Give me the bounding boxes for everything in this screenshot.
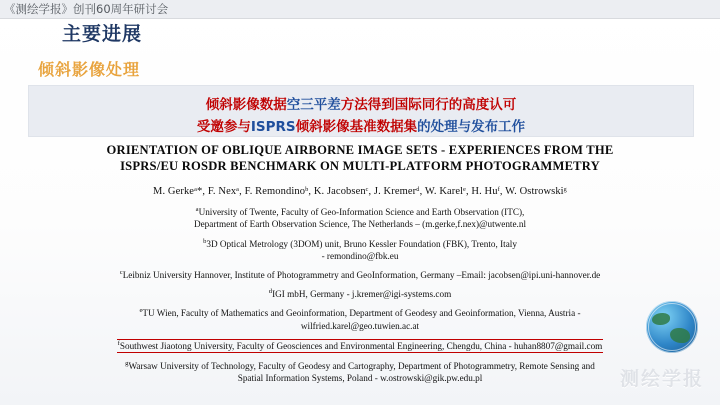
highlight-line-2 xyxy=(29,115,693,135)
affiliation-a-line-1: University of Twente, Faculty of Geo-Information Science and Earth Observation (ITC), xyxy=(198,207,525,218)
affiliation-d-line-1: IGI mbH, Germany - j.kremer@igi-systems.com xyxy=(272,289,452,300)
highlight-line1-part1: 倾斜影像数据 xyxy=(205,97,287,113)
affiliation-a-line-2: Department of Earth Observation Science, The Netherlands – (m.gerke,f.nex)@utwente.nl xyxy=(193,219,527,230)
highlight-line1-part3: 方法得到国际同行的高度认可 xyxy=(340,97,517,113)
affiliation-b-marker: b xyxy=(203,237,207,245)
highlight-line-1 xyxy=(29,93,693,113)
affiliation-f-line-1: Southwest Jiaotong University, Faculty of Geosciences and Environmental Engineering, Chengdu, China - huhan8807@gmail.com xyxy=(119,340,603,351)
paper-title-line-2: ISPRS/EU ROSDR BENCHMARK ON MULTI-PLATFORM PHOTOGRAMMETRY xyxy=(120,159,600,174)
affiliation-g xyxy=(0,360,720,384)
highlight-line2-part4: 的处理与发布工作 xyxy=(417,119,526,135)
affiliation-c xyxy=(0,269,720,281)
affiliation-f-marker: f xyxy=(117,339,120,347)
affiliation-e xyxy=(0,307,720,331)
globe-ring xyxy=(648,303,696,351)
affiliation-f xyxy=(0,339,720,353)
journal-header-text: 《测绘学报》创刊60周年研讨会 xyxy=(4,2,169,16)
affiliation-f-highlight xyxy=(117,339,604,353)
affiliation-d xyxy=(0,288,720,300)
paper-preview xyxy=(0,142,720,384)
highlight-line2-part1: 受邀参与 xyxy=(196,119,251,135)
affiliation-e-marker: e xyxy=(139,307,143,315)
highlight-line2-part2: ISPRS xyxy=(250,119,296,135)
affiliation-c-marker: c xyxy=(119,268,123,276)
affiliation-b-line-1: 3D Optical Metrology (3DOM) unit, Bruno Kessler Foundation (FBK), Trento, Italy xyxy=(206,238,517,249)
globe-icon xyxy=(646,301,698,353)
affiliation-g-line-2: Spatial Information Systems, Poland - w.ostrowski@gik.pw.edu.pl xyxy=(237,373,483,384)
affiliation-e-line-1: TU Wien, Faculty of Mathematics and Geoinformation, Department of Geodesy and Geoinformation, Vienna, Austria - xyxy=(142,308,581,319)
affiliation-b-line-2: - remondino@fbk.eu xyxy=(321,250,399,261)
affiliation-d-marker: d xyxy=(268,288,273,296)
highlight-callout-box xyxy=(28,85,694,137)
affiliation-c-line-1: Leibniz University Hannover, Institute of Photogrammetry and GeoInformation, Germany –Email: jacobsen@ipi.uni-hannover.de xyxy=(122,269,601,280)
page-title: 主要进展 xyxy=(62,23,143,45)
paper-title-line-1: ORIENTATION OF OBLIQUE AIRBORNE IMAGE SETS - EXPERIENCES FROM THE xyxy=(106,143,614,157)
highlight-line2-part3: 倾斜影像基准数据集 xyxy=(295,119,418,135)
affiliation-g-marker: g xyxy=(125,359,129,367)
affiliation-a xyxy=(0,206,720,230)
section-subtitle: 倾斜影像处理 xyxy=(38,60,141,79)
affiliation-g-line-1: Warsaw University of Technology, Faculty of Geodesy and Cartography, Department of Photogrammetry, Remote Sensing and xyxy=(128,360,595,371)
paper-title xyxy=(0,142,720,174)
affiliation-a-marker: a xyxy=(195,206,199,214)
watermark-text: 测绘学报 xyxy=(619,368,704,390)
highlight-line1-part2: 空三平差 xyxy=(286,97,341,113)
affiliation-b xyxy=(0,238,720,262)
paper-authors: M. Gerkeᵃ*, F. Nexᵃ, F. Remondinoᵇ, K. Jacobsenᶜ, J. Kremerᵈ, W. Karelᵉ, H. Huᶠ, W. Ostrowskiᵍ xyxy=(153,186,567,198)
affiliation-e-line-2: wilfried.karel@geo.tuwien.ac.at xyxy=(300,320,420,331)
